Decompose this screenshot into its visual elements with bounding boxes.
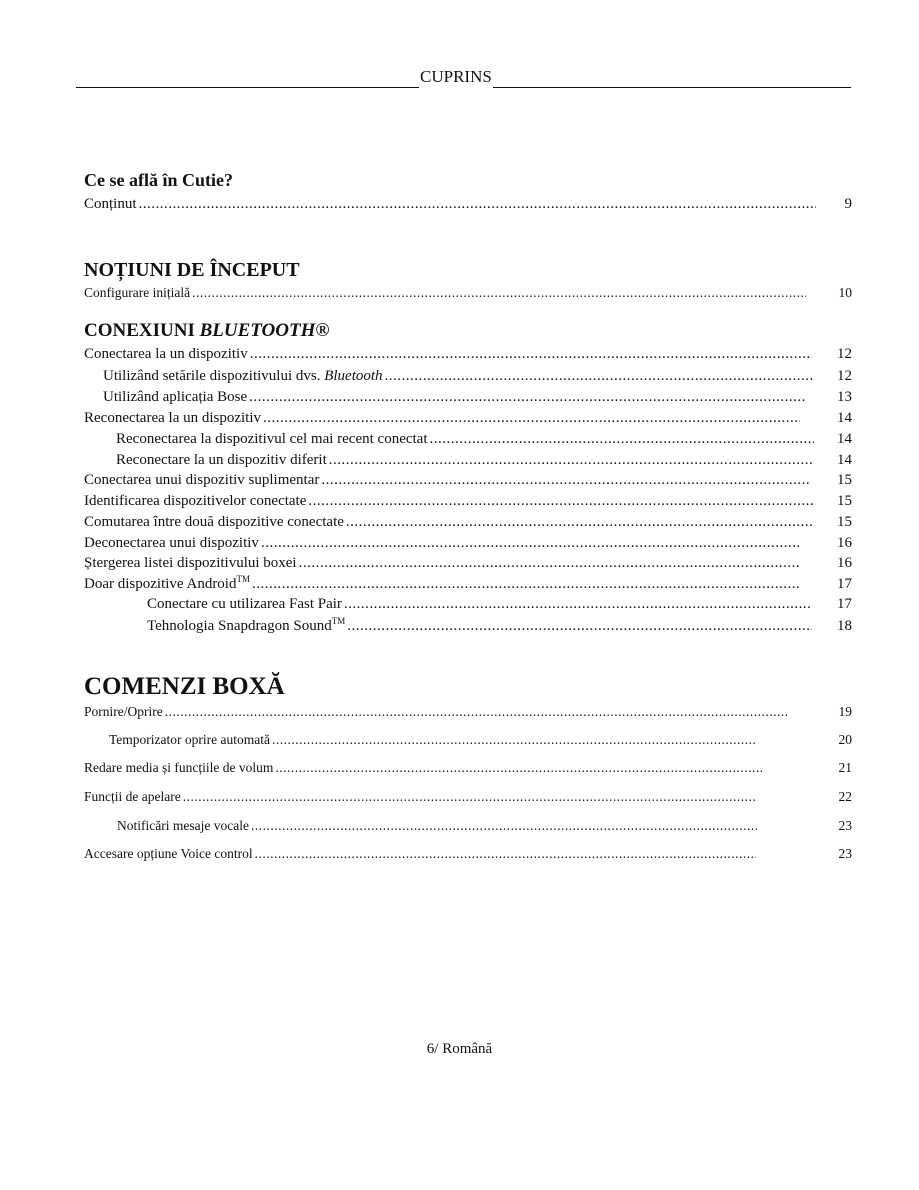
section-heading: Ce se află în Cutie? [84, 170, 233, 190]
entry-label: Conținut [84, 196, 137, 212]
dot-leader [347, 616, 812, 636]
toc-header [76, 66, 851, 90]
entry-label: Accesare opțiune Voice control [84, 846, 253, 861]
entry-label: Ștergerea listei dispozitivului boxei [84, 555, 297, 571]
entry-label: Temporizator oprire automată [109, 732, 270, 747]
entry-page: 14 [837, 452, 852, 468]
toc-entry[interactable] [84, 702, 787, 722]
entry-label: Pornire/Oprire [84, 704, 163, 719]
dot-leader [321, 470, 810, 490]
entry-label: Reconectarea la dispozitivul cel mai recent conectat [116, 431, 428, 447]
entry-page: 13 [837, 389, 852, 405]
entry-page: 15 [837, 472, 852, 488]
entry-label: Reconectare la un dispozitiv diferit [116, 452, 327, 468]
entry-page: 14 [837, 431, 852, 447]
entry-page: 20 [838, 732, 852, 747]
entry-page: 22 [838, 789, 852, 804]
trademark-sup: TM [236, 574, 250, 584]
entry-page: 18 [837, 618, 852, 634]
toc-entry[interactable] [116, 429, 814, 449]
toc-entry[interactable] [84, 844, 756, 864]
entry-label: Configurare inițială [84, 285, 191, 300]
dot-leader [249, 387, 807, 407]
toc-entry[interactable] [84, 344, 812, 364]
entry-label-text: Utilizând setările dispozitivului dvs. [103, 368, 325, 384]
entry-label [147, 616, 345, 636]
entry-page: 16 [837, 555, 852, 571]
toc-entry[interactable] [103, 366, 815, 386]
toc-entry[interactable] [103, 387, 807, 407]
section-title-text: CONEXIUNI [84, 320, 200, 341]
entry-label: Redare media și funcțiile de volum [84, 760, 274, 775]
entry-page: 12 [837, 368, 852, 384]
entry-page: 17 [837, 596, 852, 612]
entry-label [84, 574, 250, 594]
entry-label-italic: Bluetooth [324, 368, 383, 384]
entry-page: 23 [838, 846, 852, 861]
toc-entry[interactable] [109, 730, 757, 750]
entry-page: 15 [837, 514, 852, 530]
dot-leader [299, 553, 799, 573]
dot-leader [192, 283, 806, 303]
toc-entry[interactable] [84, 512, 814, 532]
toc-entry[interactable] [84, 283, 806, 303]
dot-leader [344, 594, 810, 614]
dot-leader [165, 702, 787, 722]
toc-entry[interactable] [84, 758, 762, 778]
toc-entry[interactable] [117, 816, 757, 836]
entry-page: 21 [838, 760, 852, 775]
toc-entry[interactable] [84, 787, 756, 807]
dot-leader [329, 450, 814, 470]
entry-label: Conectare cu utilizarea Fast Pair [147, 596, 342, 612]
section-heading: COMENZI BOXĂ [84, 673, 285, 700]
entry-label: Utilizând aplicația Bose [103, 389, 248, 405]
toc-title: CUPRINS [420, 67, 492, 86]
entry-label: Conectarea unui dispozitiv suplimentar [84, 472, 320, 488]
dot-leader [346, 512, 814, 532]
dot-leader [252, 574, 800, 594]
toc-entry[interactable] [84, 194, 816, 214]
toc-entry[interactable] [147, 594, 810, 614]
dot-leader [272, 730, 757, 750]
entry-label: Conectarea la un dispozitiv [84, 346, 248, 362]
entry-label: Reconectarea la un dispozitiv [84, 410, 262, 426]
page-footer: 6/ Română [426, 1041, 493, 1057]
dot-leader [275, 758, 762, 778]
toc-entry[interactable] [116, 450, 814, 470]
entry-page: 17 [837, 576, 852, 592]
entry-label: Identificarea dispozitivelor conectate [84, 493, 307, 509]
section-heading [84, 320, 330, 342]
section-heading: NOȚIUNI DE ÎNCEPUT [84, 259, 300, 281]
toc-entry[interactable] [84, 574, 800, 594]
toc-entry[interactable] [84, 533, 799, 553]
entry-label: Notificări mesaje vocale [117, 818, 249, 833]
entry-page: 9 [844, 196, 852, 212]
toc-entry[interactable] [84, 470, 810, 490]
trademark-sup: TM [331, 616, 346, 626]
dot-leader [385, 366, 815, 386]
dot-leader [183, 787, 756, 807]
entry-label: Deconectarea unui dispozitiv [84, 535, 259, 551]
entry-page: 19 [838, 704, 852, 719]
entry-label: Funcții de apelare [84, 789, 181, 804]
entry-label-text: Tehnologia Snapdragon Sound [147, 618, 332, 634]
toc-entry[interactable] [84, 553, 799, 573]
section-title-italic: BLUETOOTH® [199, 320, 330, 341]
dot-leader [255, 844, 756, 864]
entry-page: 23 [838, 818, 852, 833]
dot-leader [263, 408, 800, 428]
dot-leader [251, 816, 757, 836]
entry-page: 14 [837, 410, 852, 426]
dot-leader [308, 491, 814, 511]
dot-leader [250, 344, 812, 364]
entry-label-text: Doar dispozitive Android [84, 576, 237, 592]
entry-label [103, 366, 383, 386]
entry-page: 15 [837, 493, 852, 509]
entry-label: Comutarea între două dispozitive conectate [84, 514, 344, 530]
dot-leader [139, 194, 816, 214]
entry-page: 12 [837, 346, 852, 362]
toc-entry[interactable] [147, 616, 812, 636]
entry-page: 10 [838, 285, 852, 300]
entry-page: 16 [837, 535, 852, 551]
dot-leader [430, 429, 814, 449]
toc-entry[interactable] [84, 491, 814, 511]
dot-leader [261, 533, 799, 553]
toc-entry[interactable] [84, 408, 800, 428]
